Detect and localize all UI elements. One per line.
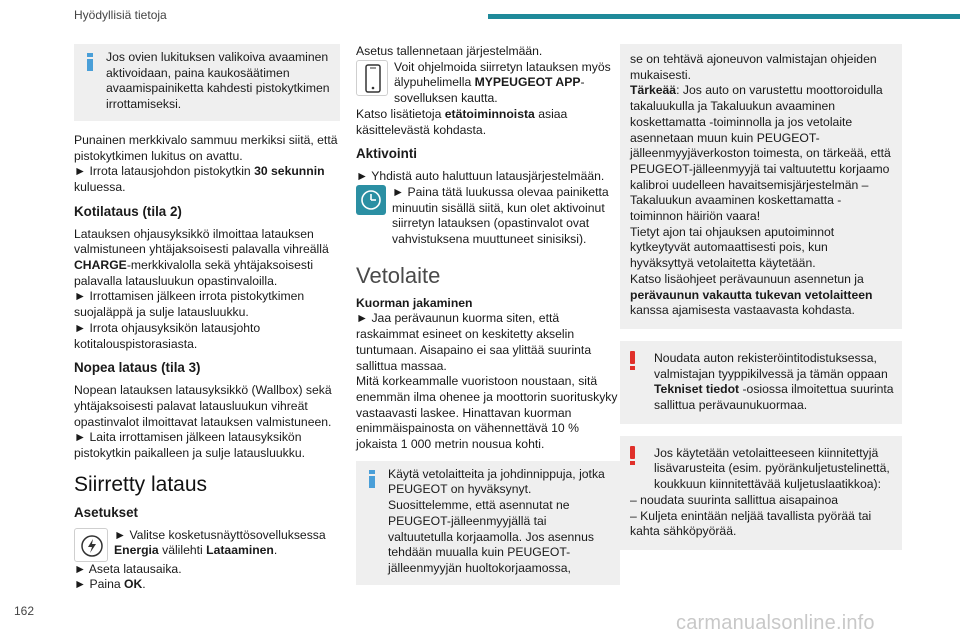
paragraph: Asetus tallennetaan järjestelmään. [356,44,543,58]
paragraph: ► Irrota ohjausyksikön latausjohto kotitalouspistorasiasta. [74,320,261,351]
paragraph: Latauksen ohjausyksikkö ilmoittaa latauksen valmistuneen yhtäjaksoisesti palavalla vihreällä CHARGE-merkkivalolla sekä yhtäjaksoisesti palavalla latausluukun opastinvaloilla. [74,226,329,288]
info-note [74,44,340,121]
paragraph: Tärkeää: Jos auto on varustettu moottoroidulla takaluukulla ja Takaluukun avaaminen koskettamatta -toiminnolla ja jos vetolaite asennetaan muun kuin PEUGEOT-jälleenmyyjäverkoston toimesta, on tärkeää, että PEUGEOT-jälleenmyyjä tai valtuutettu korjaamo kalibroi uudelleen havaitsemisjärjestelmän – Takaluukun avaaminen koskettamatta -toiminnon häiriön vaara! [630,83,891,224]
paragraph: Tietyt ajon tai ohjauksen aputoiminnot kytkeytyvät automaattisesti pois, kun hyväksyttyä vetolaitetta käytetään. [630,224,835,271]
instruction-row [356,185,620,248]
heading-aktivointi: Aktivointi [356,146,418,162]
column-2 [356,44,620,585]
paragraph: Punainen merkkivalo sammuu merkiksi siitä, että pistokytkimen lukitus on avattu. [74,132,338,163]
header-title: Hyödyllisiä tietoja [74,8,167,22]
info-note-text: Käytä vetolaitteita ja johdinnippuja, jotka PEUGEOT on hyväksynyt. Suosittelemme, että asennutat ne PEUGEOT-jälleenmyyjällä tai valtuutetulla korjaamolla. Jos asennus tehdään muualla kuin PEUGEOT-jälleenmyyjän huoltokorjaamossa, [388,466,605,575]
list-item: – Kuljeta enintään neljää tavallista pyörää tai kahta sähköpyörää. [630,508,872,539]
info-icon [83,53,97,71]
paragraph: Voit ohjelmoida siirretyn latauksen myös älypuhelimella MYPEUGEOT APP-sovelluksen kautta. [394,59,611,106]
paragraph: ► Irrota latausjohdon pistokytkin 30 sekunnin kuluessa. [74,164,325,194]
instruction-row [356,60,620,107]
info-note [356,461,620,585]
warning-note-text: Noudata auton rekisteröintitodistuksessa, valmistajan tyyppikilvessä ja tämän oppaan Tekniset tiedot -osiossa ilmoitettua suurinta sallittua perävaunukuormaa. [654,350,894,413]
header-bar [488,14,960,19]
info-note-text: Jos ovien lukituksen valikoiva avaaminen aktivoidaan, paina kaukosäätimen avaamispainiketta kahdesti pistokytkimen irrottamiseksi. [106,50,330,112]
heading-kotilataus: Kotilataus (tila 2) [74,203,182,219]
paragraph: Mitä korkeammalle vuoristoon noustaan, sitä enemmän ilma ohenee ja moottorin suorituskyky vastaavasti laskee. Hinattavan kuorman enimmäispainosta on vähennettävä 10 % jokaista 1 000 metrin nousua kohti. [356,374,618,452]
paragraph: ► Jaa perävaunun kuorma siten, että raskaimmat esineet on keskitetty akselin tuntumaan. Aisapaino ei saa ylittää suurinta sallittua massaa. [356,311,592,373]
warning-note [620,436,902,550]
paragraph: ► Paina tätä luukussa olevaa painiketta minuutin sisällä siitä, kun olet aktivoinut siirretyn latauksen (opastinvalot ovat vahvistuksena muuttuneet sinisiksi). [392,184,609,247]
info-icon [365,470,379,488]
smartphone-icon [356,60,388,96]
paragraph: ► Paina OK. [74,577,146,592]
list-item: – noudata suurinta sallittua aisapainoa [630,492,839,507]
instruction-row [74,528,340,562]
warning-icon [630,351,636,371]
page-number: 162 [14,604,35,618]
paragraph: ► Yhdistä auto haluttuun latausjärjestelmään. [356,169,605,184]
heading-vetolaite: Vetolaite [356,262,441,288]
heading-siirretty: Siirretty lataus [74,472,208,496]
paragraph: Katso lisätietoja etätoiminnoista asiaa käsittelevästä kohdasta. [356,106,568,137]
paragraph: Katso lisäohjeet perävaunuun asennetun ja perävaunun vakautta tukevan vetolaitteen kanssa ajamisesta vastaavasta kohdasta. [630,271,873,318]
paragraph: Nopean latauksen latausyksikkö (Wallbox) sekä yhtäjaksoisesti palavat latausluukun vihreät opastinvalot ilmoittavat latauksen valmistuneen. [74,383,332,429]
heading-nopea: Nopea lataus (tila 3) [74,360,201,376]
column-3 [620,44,902,550]
paragraph: ► Valitse kosketusnäyttösovelluksessa Energia välilehti Lataaminen. [114,527,326,558]
heading-asetukset: Asetukset [74,504,139,520]
watermark: carmanualsonline.info [676,612,875,634]
charge-timer-button-icon [356,185,386,215]
info-note-continued [620,44,902,329]
column-1 [74,44,340,593]
heading-kuorman: Kuorman jakaminen [356,295,473,310]
warning-note [620,341,902,424]
paragraph: ► Laita irrottamisen jälkeen latausyksikön pistokytkin paikalleen ja sulje latausluukku. [74,430,306,461]
paragraph: ► Aseta latausaika. [74,561,182,576]
paragraph: ► Irrottamisen jälkeen irrota pistokytkimen suojaläppä ja sulje latausluukku. [74,289,305,320]
warning-note-text: Jos käytetään vetolaitteeseen kiinnitettyjä lisävarusteita (esim. pyöränkuljetustelinettä, koukkuun kiinnitettävää kuljetuslaatikkoa): [654,445,890,492]
charging-bolt-icon [74,528,108,562]
paragraph: se on tehtävä ajoneuvon valmistajan ohjeiden mukaisesti. [630,52,877,82]
warning-icon [630,446,636,466]
